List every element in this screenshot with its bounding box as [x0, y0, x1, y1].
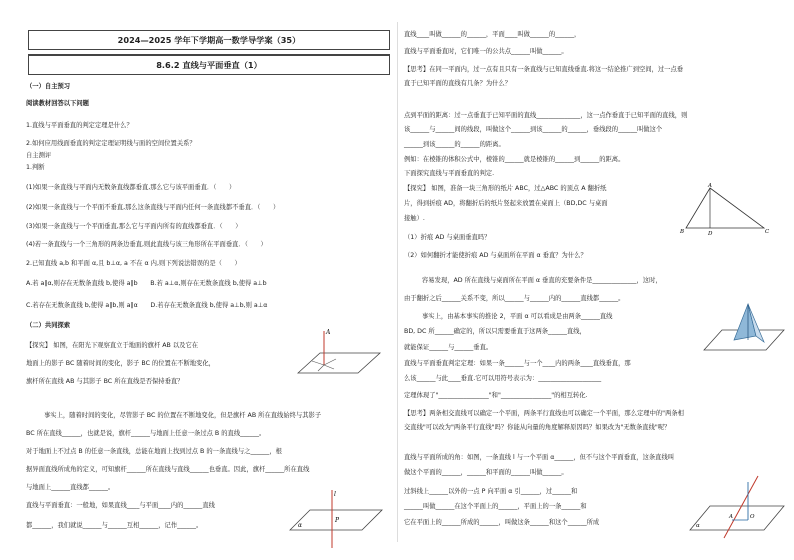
left-line: 地面上的影子 BC 随着时间的变化，影子 BC 的位置在不断地变化， — [26, 360, 215, 367]
doc-title: 2024—2025 学年下学期高一数学导学案（35） — [28, 30, 390, 50]
left-line: （一）自主预习 — [26, 83, 71, 90]
right-line: 片，得到折痕 AD，将翻折后的纸片竖起来放置在桌面上（BD,DC 与桌面 — [404, 200, 608, 207]
fig-label: P — [335, 517, 340, 524]
left-line: 2.如何应用线面垂直的判定定理证明线与面的空间位置关系？ — [26, 140, 196, 147]
right-line: 直于已知平面的直线有几条？为什么？ — [404, 80, 512, 87]
left-line: (2)如果一条直线与一个平面不垂直,那么这条直线与平面内任何一条直线都不垂直．（ ） — [26, 204, 280, 211]
right-line: 该______与______间的线段，叫做这个______到该______的______，垂线段的______叫做这个 — [404, 126, 663, 133]
right-line: 由于翻折之后______关系不变，所以______与______内的______直线都______。 — [404, 295, 625, 302]
column-divider — [397, 22, 398, 542]
left-line: 自主测评 — [26, 152, 52, 159]
triangle-fold-figure — [676, 180, 772, 236]
fig-label: A — [708, 183, 712, 189]
right-line: 容易发现，AD 所在直线与桌面所在平面 α 垂直的充要条件是______________，这时， — [422, 277, 662, 284]
right-line: 下面探究直线与平面垂直的判定. — [404, 170, 495, 177]
lesson-title: 8.6.2 直线与平面垂直（1） — [28, 54, 390, 75]
left-line: 【探究】 如图，在阳光下观察直立于地面的旗杆 AB 以及它在 — [26, 342, 199, 349]
right-line: 么该______与此____垂直.它可以用符号表示为：____________________ — [404, 375, 602, 382]
folded-on-plane-figure — [700, 300, 786, 356]
fig-label: A — [729, 514, 733, 520]
right-line: 直线与平面垂直判定定理：如果一条______与一个____内的两条____直线垂直，那 — [404, 360, 631, 367]
right-line: ______叫做______在这个平面上的______，平面上的一条______和 — [404, 503, 587, 510]
left-line: (1)如果一条直线与平面内无数条直线都垂直,那么它与该平面垂直．（ ） — [26, 184, 236, 191]
left-line: BC 所在直线______，也就是说，旗杆______与地面上任意一条过点 B 的直线______。 — [26, 430, 266, 437]
left-line: A.若 a∥α,则存在无数条直线 b,使得 a∥b B.若 a⊥α,则存在无数条直线 b,使得 a⊥b — [26, 280, 267, 287]
left-line: 1.判断 — [26, 164, 45, 171]
right-line: BD, DC 所______确定的，所以只需要垂直于这两条______直线， — [404, 328, 586, 335]
right-line: ______到该______的______的距离。 — [404, 141, 505, 148]
left-line: （二）共同探索 — [26, 322, 71, 329]
fig-label: B — [680, 229, 685, 235]
line-plane-figure — [286, 486, 386, 552]
left-line: (4)若一条直线与一个三角形的两条边垂直,则此直线与该三角形所在平面垂直．（ ） — [26, 241, 267, 248]
left-line: 旗杆所在直线 AB 与其影子 BC 所在直线是否保持垂直？ — [26, 378, 184, 385]
right-line: 交直线"可以改为"两条平行直线"吗？你能从向量的角度解释原因吗？如果改为"无数条直线"呢？ — [404, 424, 671, 431]
right-line: 【思考】两条相交直线可以确定一个平面，两条平行直线也可以确定一个平面，那么定理中的"两条相 — [404, 410, 684, 417]
fig-label: α — [298, 522, 303, 529]
right-line: 点到平面的距离：过一点垂直于已知平面的直线______________，这一点作垂直于已知平面的直线，则 — [404, 112, 688, 119]
fig-label: C — [765, 229, 770, 235]
right-line: 【探究】 如图，准备一块三角形的纸片 ABC，过△ABC 的顶点 A 翻折纸 — [404, 185, 607, 192]
left-line: 事实上，随着时间的变化，尽管影子 BC 的位置在不断地变化，但是旗杆 AB 所在直线始终与其影子 — [44, 412, 322, 419]
right-line: 做这个平面的______，______和平面的______叫做______。 — [404, 469, 568, 476]
right-line: 过斜线上______以外的一点 P 向平面 α 引______，过______和 — [404, 488, 578, 495]
right-line: 就能保证______与______垂直。 — [404, 344, 493, 351]
left-line: 据异面直线所成角的定义，可知旗杆______所在直线与直线______也垂直。因此，旗杆______所在直线 — [26, 466, 310, 473]
left-line: 2.已知直线 a,b 和平面 α,且 b⊥α, a 不在 α 内,则下列说法错误的是（ ） — [26, 260, 241, 267]
left-line: C.若存在无数条直线 b,使得 a∥b,则 a∥α D.若存在无数条直线 b,使得 a⊥b,则 a⊥α — [26, 302, 268, 309]
left-line: 与地面上______直线都______。 — [26, 484, 115, 491]
fig-label: A — [326, 329, 331, 336]
right-line: 接触）. — [404, 215, 425, 222]
left-line: 都______，我们就说______与______互相______，记作______。 — [26, 522, 203, 529]
left-line: 1.直线与平面垂直的判定定理是什么？ — [26, 122, 133, 129]
right-line: 它在平面上的______所成的______，叫做这条______和这个______所成 — [404, 519, 600, 526]
fig-label: l — [334, 491, 336, 498]
right-line: 例如：在棱锥的体积公式中，棱锥的______就是棱锥的______到______的距离。 — [404, 156, 625, 163]
right-line: 事实上，由基本事实的推论 2，平面 α 可以看成是由两条______直线 — [422, 313, 613, 320]
right-line: 直线与平面垂直时，它们唯一的公共点______叫做______。 — [404, 48, 568, 55]
left-line: 对于地面上不过点 B 的任意一条直线，总能在地面上找到过点 B 的一条直线与之______，根 — [26, 448, 282, 455]
flagpole-figure — [290, 325, 382, 385]
right-line: （2）如何翻折才能使折痕 AD 与桌面所在平面 α 垂直？为什么？ — [404, 252, 587, 259]
right-line: 定理体现了"________________"和"________________"的相互转化. — [404, 392, 588, 399]
left-line: 阅读教材回答以下问题 — [26, 100, 89, 107]
right-line: （1）折痕 AD 与桌面垂直吗？ — [404, 234, 491, 241]
fig-label: D — [708, 231, 713, 236]
left-line: (3)如果一条直线与一个平面垂直,那么它与平面内所有的直线都垂直．（ ） — [26, 223, 242, 230]
right-line: 直线____叫做______的______，平面____叫做______的______， — [404, 31, 581, 38]
right-line: 【思考】在同一平面内，过一点有且只有一条直线与已知直线垂直.将这一结论推广到空间，过一点垂 — [404, 66, 684, 73]
left-line: 直线与平面垂直：一般地，如果直线____与平面____内的______直线 — [26, 502, 215, 509]
oblique-line-figure — [686, 472, 786, 542]
fig-label: O — [750, 514, 755, 520]
fig-label: α — [696, 523, 700, 529]
right-line: 直线与平面所成的角：如图，一条直线 l 与一个平面 α______，但不与这个平面垂直，这条直线叫 — [404, 454, 675, 461]
